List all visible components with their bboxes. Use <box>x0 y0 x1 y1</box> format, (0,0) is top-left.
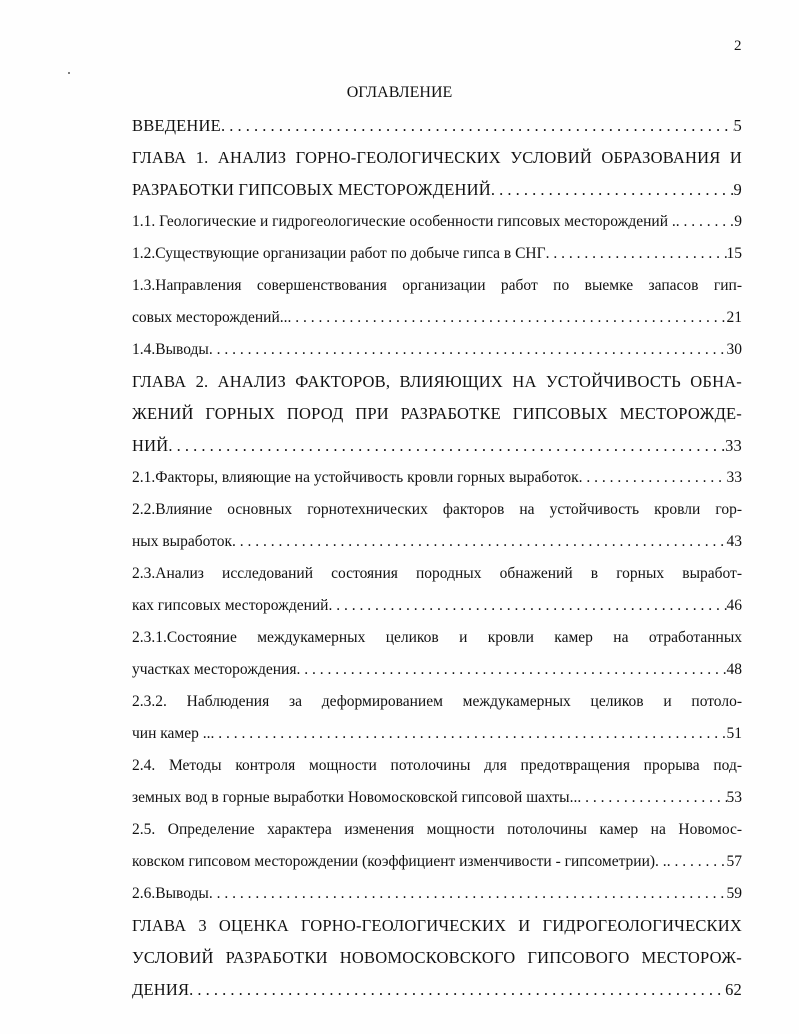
toc-entry-line <box>132 174 742 206</box>
toc-page-number: 33 <box>726 469 742 486</box>
toc-entry <box>132 686 742 750</box>
toc-page-number: 46 <box>726 597 742 614</box>
dot-leader <box>209 878 727 910</box>
toc-entry-line <box>132 718 742 750</box>
toc-entry-line <box>132 654 742 686</box>
toc-page-number: 30 <box>726 341 742 358</box>
toc-entry-line <box>132 846 742 878</box>
dot-leader <box>287 302 726 334</box>
toc-entry-line <box>132 302 742 334</box>
toc-entry-text: ДЕНИЯ <box>132 980 190 999</box>
toc-page-number: 9 <box>733 180 742 199</box>
toc-entry <box>132 462 742 494</box>
dot-leader <box>546 238 727 270</box>
toc-entry-text: ковском гипсовом месторождении (коэффициент изменчивости - гипсометрии). . <box>132 853 667 870</box>
toc-entry-text: ках гипсовых месторождений <box>132 597 329 614</box>
dot-leader <box>328 590 726 622</box>
toc-page-number: 5 <box>733 116 742 135</box>
toc-entry <box>132 558 742 622</box>
toc-entry-text: 1.1. Геологические и гидрогеологические особенности гипсовых месторождений . <box>132 213 676 230</box>
toc-entry-text: чин камер .. <box>132 725 211 742</box>
toc-entry-line <box>132 206 742 238</box>
toc-page-number: 15 <box>726 245 742 262</box>
toc-page-number: 9 <box>734 213 742 230</box>
toc-entry-line <box>132 782 742 814</box>
toc-entry-text: ных выработок <box>132 533 232 550</box>
toc-page-number: 33 <box>725 436 742 455</box>
toc-entry <box>132 238 742 270</box>
toc-entry-line <box>132 334 742 366</box>
toc-entry-text: 2.1.Факторы, влияющие на устойчивость кровли горных выработок <box>132 469 579 486</box>
toc-entry-line: 2.5. Определение характера изменения мощности потолочины камер на Новомос- <box>132 821 742 838</box>
toc-entry <box>132 270 742 334</box>
toc-entry <box>132 206 742 238</box>
dot-leader <box>676 206 735 238</box>
toc-entry-line: 1.3.Направления совершенствования организации работ по выемке запасов гип- <box>132 277 742 294</box>
toc-entry-line: 2.4. Методы контроля мощности потолочины для предотвращения прорыва под- <box>132 757 742 774</box>
dot-leader <box>232 526 727 558</box>
toc-page-number: 21 <box>726 309 742 326</box>
toc-entry <box>132 622 742 686</box>
dot-leader <box>209 334 727 366</box>
toc-page-number: 53 <box>726 789 742 806</box>
toc-entry-line: УСЛОВИЙ РАЗРАБОТКИ НОВОМОСКОВСКОГО ГИПСОВОГО МЕСТОРОЖ- <box>132 948 742 967</box>
toc-entry-text: участках месторождения <box>132 661 297 678</box>
toc-entry <box>132 110 742 142</box>
toc-page-number: 57 <box>726 853 742 870</box>
toc-entry-text: 2.6.Выводы <box>132 885 209 902</box>
toc-entry-text: земных вод в горные выработки Новомосковской гипсовой шахты.. <box>132 789 578 806</box>
toc-entry-line <box>132 238 742 270</box>
toc-page-number: 48 <box>726 661 742 678</box>
toc-entry <box>132 814 742 878</box>
dot-leader <box>296 654 726 686</box>
toc-entry <box>132 878 742 910</box>
toc-entry <box>132 334 742 366</box>
toc-entry-line <box>132 526 742 558</box>
toc-entry-line: ГЛАВА 1. АНАЛИЗ ГОРНО-ГЕОЛОГИЧЕСКИХ УСЛОВИЙ ОБРАЗОВАНИЯ И <box>132 148 742 167</box>
toc-page-number: 43 <box>726 533 742 550</box>
toc-entry-line <box>132 974 742 1006</box>
toc-entry-text: ВВЕДЕНИЕ <box>132 116 221 135</box>
toc-page-number: 59 <box>726 885 742 902</box>
toc-entry-text: 1.2.Существующие организации работ по добыче гипса в СНГ <box>132 245 546 262</box>
toc-page-number: 51 <box>726 725 742 742</box>
toc-page-number: 62 <box>725 980 742 999</box>
page-number: 2 <box>734 38 742 54</box>
toc-entry-line <box>132 430 742 462</box>
toc-title: ОГЛАВЛЕНИЕ <box>346 84 453 101</box>
dot-leader <box>577 782 726 814</box>
toc-entry-line: ЖЕНИЙ ГОРНЫХ ПОРОД ПРИ РАЗРАБОТКЕ ГИПСОВЫХ МЕСТОРОЖДЕ- <box>132 404 742 423</box>
toc-entry-line <box>132 590 742 622</box>
toc-entry-line: 2.2.Влияние основных горнотехнических факторов на устойчивость кровли гор- <box>132 501 742 518</box>
dot-leader <box>579 462 727 494</box>
toc-entry-line: ГЛАВА 3 ОЦЕНКА ГОРНО-ГЕОЛОГИЧЕСКИХ И ГИДРОГЕОЛОГИЧЕСКИХ <box>132 916 742 935</box>
toc-entry <box>132 910 742 1006</box>
toc-entry-line <box>132 878 742 910</box>
toc-entry <box>132 366 742 462</box>
toc-entry-text: совых месторождений.. <box>132 309 288 326</box>
toc-entry-text: РАЗРАБОТКИ ГИПСОВЫХ МЕСТОРОЖДЕНИЙ <box>132 180 491 199</box>
scan-speck <box>68 72 70 74</box>
dot-leader <box>211 718 727 750</box>
toc-entry <box>132 750 742 814</box>
toc-entry-line <box>132 110 742 142</box>
toc-entry <box>132 142 742 206</box>
toc-entry <box>132 494 742 558</box>
dot-leader <box>221 110 734 142</box>
toc-entry-line: 2.3.1.Состояние междукамерных целиков и кровли камер на отработанных <box>132 629 742 646</box>
dot-leader <box>189 974 725 1006</box>
toc-entry-text: НИЙ <box>132 436 169 455</box>
dot-leader <box>491 174 734 206</box>
dot-leader <box>667 846 727 878</box>
toc-entry-text: 1.4.Выводы <box>132 341 209 358</box>
toc-entry-line <box>132 462 742 494</box>
toc-entry-line: 2.3.2. Наблюдения за деформированием междукамерных целиков и потоло- <box>132 693 742 710</box>
toc-entry-line: 2.3.Анализ исследований состояния породных обнажений в горных выработ- <box>132 565 742 582</box>
toc-entry-line: ГЛАВА 2. АНАЛИЗ ФАКТОРОВ, ВЛИЯЮЩИХ НА УСТОЙЧИВОСТЬ ОБНА- <box>132 372 742 391</box>
dot-leader <box>168 430 725 462</box>
